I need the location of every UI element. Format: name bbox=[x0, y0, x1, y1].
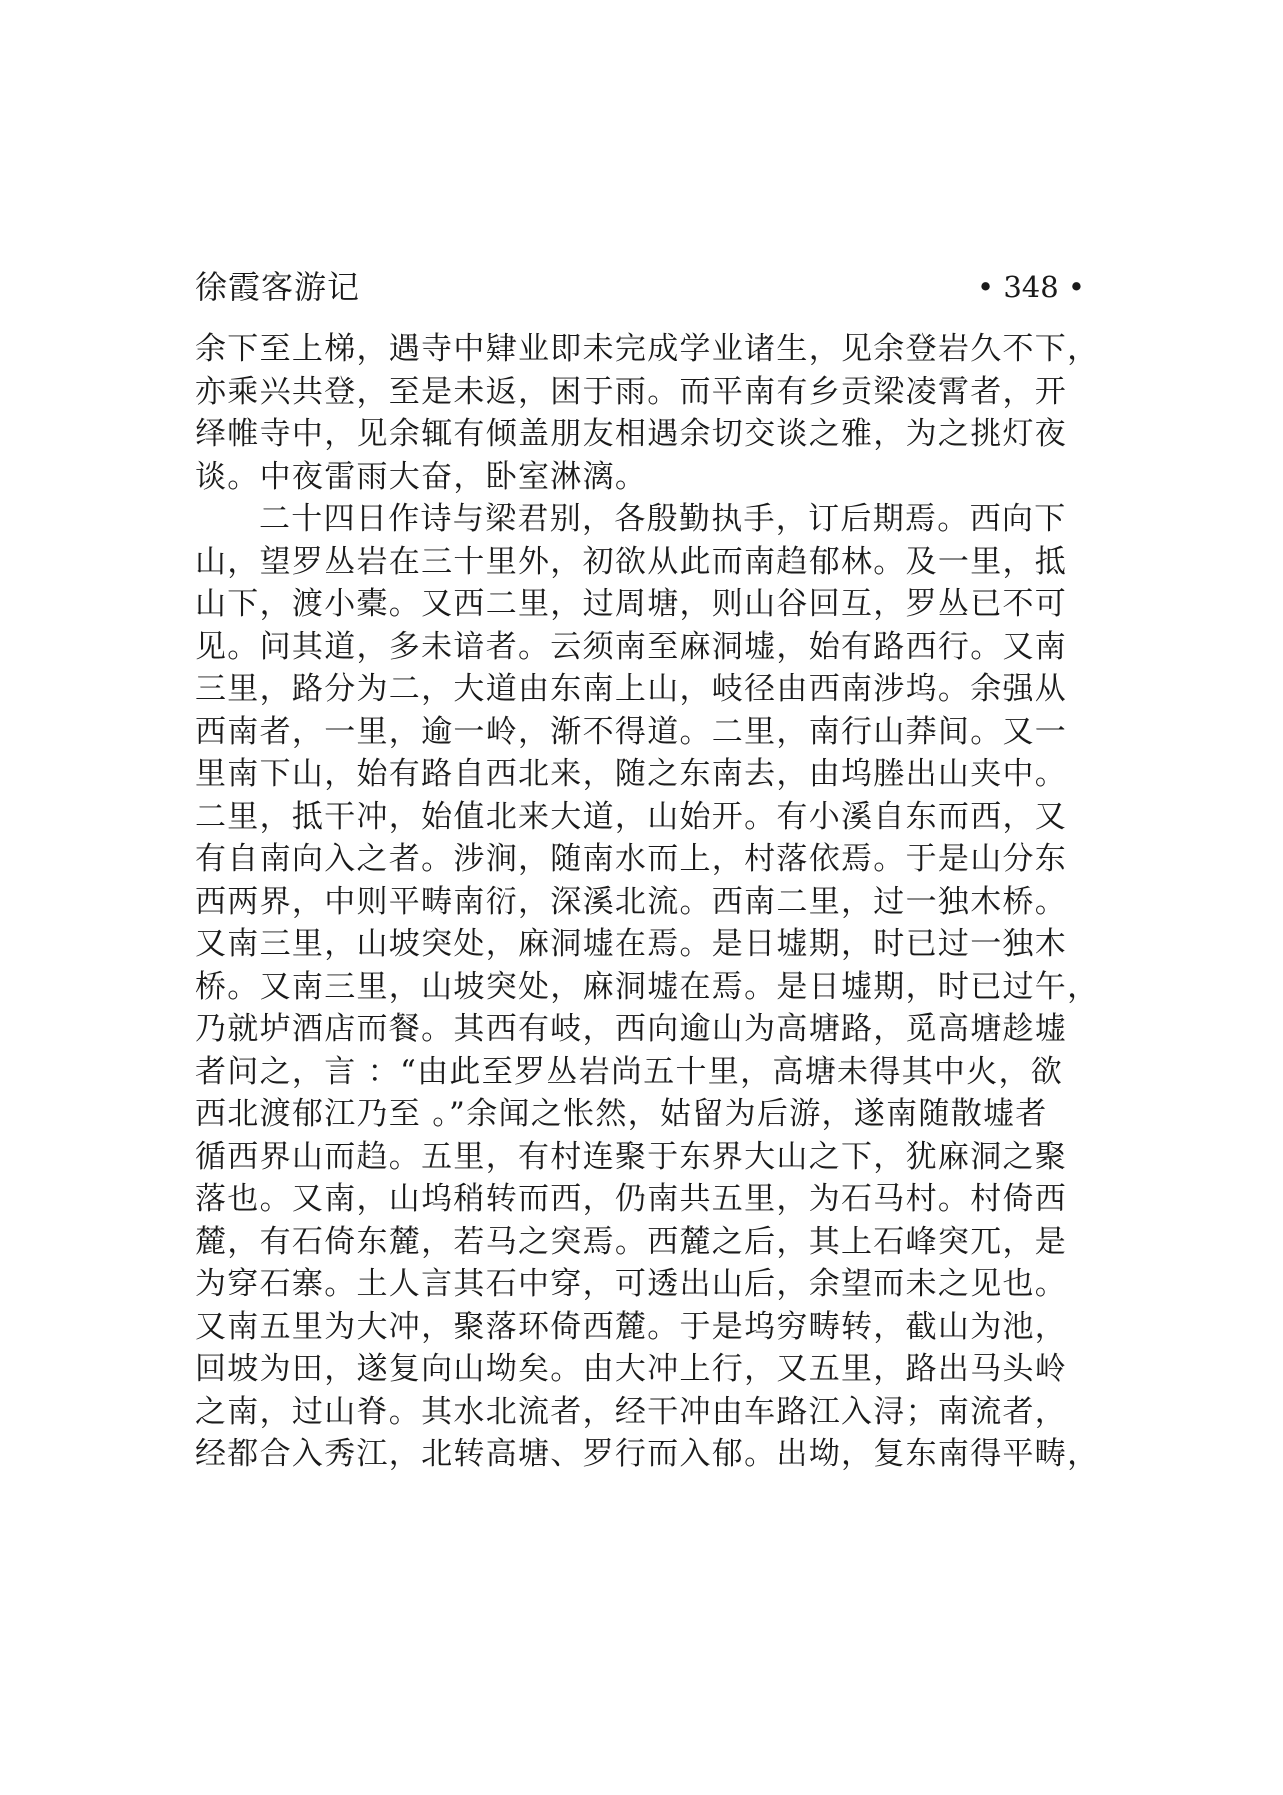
text-line: 之南，过山脊。其水北流者，经干冲由车路江入浔；南流者， bbox=[195, 1393, 1068, 1430]
text-line: 余下至上梯，遇寺中肄业即未完成学业诸生，见余登岩久不下， bbox=[195, 331, 1100, 367]
text-line: 西南者，一里，逾一岭，渐不得道。二里，南行山莽间。又一 bbox=[195, 713, 1068, 750]
text-line: 乃就垆酒店而餐。其西有岐，西向逾山为高塘路，觅高塘趁墟 bbox=[195, 1011, 1068, 1047]
text-line: 山下，渡小橐。又西二里，过周塘，则山谷回互，罗丛已不可 bbox=[195, 586, 1068, 622]
text-line: 又南三里，山坡突处，麻洞墟在焉。是日墟期，时已过一独木 bbox=[195, 926, 1068, 962]
text-line: 为穿石寨。土人言其石中穿，可透出山后，余望而未之见也。 bbox=[195, 1266, 1068, 1302]
text-line: 落也。又南，山坞稍转而西，仍南共五里，为石马村。村倚西 bbox=[195, 1181, 1068, 1217]
text-line: 亦乘兴共登，至是未返，困于雨。而平南有乡贡梁凌霄者，开 bbox=[195, 373, 1068, 410]
text-line: 又南五里为大冲，聚落环倚西麓。于是坞穷畴转，截山为池， bbox=[195, 1308, 1068, 1345]
text-line: 三里，路分为二，大道由东南上山，岐径由西南涉坞。余强从 bbox=[195, 671, 1068, 707]
text-line: 经都合入秀江，北转高塘、罗行而入郁。出坳，复东南得平畴， bbox=[195, 1436, 1100, 1472]
text-line: 绎帷寺中，见余辄有倾盖朋友相遇余切交谈之雅，为之挑灯夜 bbox=[195, 416, 1068, 452]
running-title: 徐霞客游记 bbox=[195, 268, 361, 306]
text-line: 里南下山，始有路自西北来，随之东南去，由坞塍出山夹中。 bbox=[195, 756, 1068, 792]
text-line: 者问之，言 ：“由此至罗丛岩尚五十里，高塘未得其中火，欲 bbox=[195, 1053, 1064, 1090]
text-line: 二里，抵干冲，始值北来大道，山始开。有小溪自东而西，又 bbox=[195, 798, 1068, 835]
page-number: • 348 • bbox=[977, 270, 1085, 304]
text-line: 西两界，中则平畴南衍，深溪北流。西南二里，过一独木桥。 bbox=[195, 883, 1068, 920]
text-line: 二十四日作诗与梁君别，各殷勤执手，订后期焉。西向下 bbox=[259, 501, 1067, 537]
text-line: 谈。中夜雷雨大奋，卧室淋漓。 bbox=[195, 458, 648, 495]
text-line: 见。问其道，多未谙者。云须南至麻洞墟，始有路西行。又南 bbox=[195, 628, 1068, 665]
text-line: 有自南向入之者。涉涧，随南水而上，村落依焉。于是山分东 bbox=[195, 841, 1068, 877]
text-line: 循西界山而趋。五里，有村连聚于东界大山之下，犹麻洞之聚 bbox=[195, 1138, 1068, 1175]
text-line: 西北渡郁江乃至 。”余闻之怅然，姑留为后游，遂南随散墟者 bbox=[195, 1096, 1048, 1132]
text-line: 回坡为田，遂复向山坳矣。由大冲上行，又五里，路出马头岭 bbox=[195, 1351, 1068, 1387]
text-line: 桥。又南三里，山坡突处，麻洞墟在焉。是日墟期，时已过午， bbox=[195, 968, 1100, 1005]
text-line: 山，望罗丛岩在三十里外，初欲从此而南趋郁林。及一里，抵 bbox=[195, 543, 1068, 580]
text-line: 麓，有石倚东麓，若马之突焉。西麓之后，其上石峰突兀，是 bbox=[195, 1223, 1068, 1260]
body-text bbox=[195, 328, 1100, 1476]
page-header bbox=[195, 265, 1085, 309]
